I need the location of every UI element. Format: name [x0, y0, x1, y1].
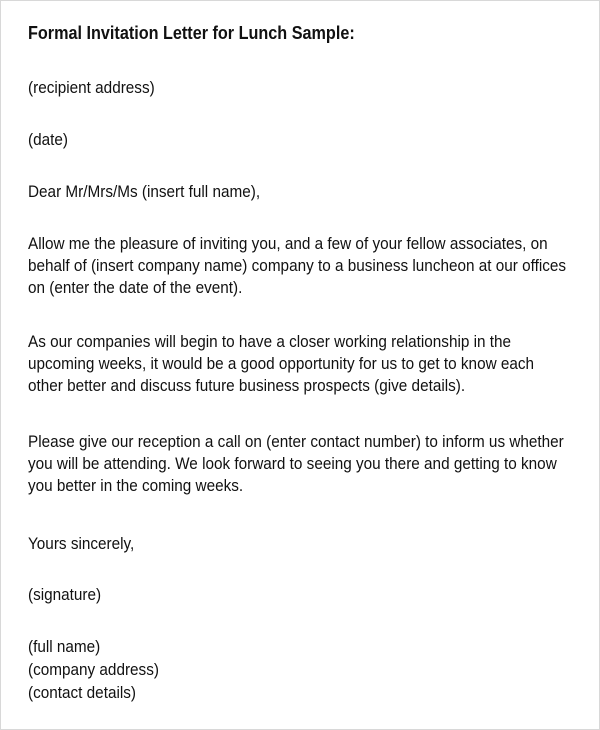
paragraph-line: other better and discuss future business prospects (give details). — [28, 376, 466, 395]
signature: (signature) — [28, 585, 102, 604]
sender-contact-details: (contact details) — [28, 683, 136, 702]
recipient-address: (recipient address) — [28, 78, 155, 97]
letter-date: (date) — [28, 130, 68, 149]
paragraph-line: you will be attending. We look forward to seeing you there and getting to know — [28, 454, 557, 473]
sender-full-name: (full name) — [28, 637, 101, 656]
closing: Yours sincerely, — [28, 534, 135, 553]
letter-title: Formal Invitation Letter for Lunch Sample: — [28, 23, 355, 43]
paragraph-line: Please give our reception a call on (enter contact number) to inform us whether — [28, 432, 564, 451]
salutation: Dear Mr/Mrs/Ms (insert full name), — [28, 182, 261, 201]
paragraph-line: behalf of (insert company name) company to a business luncheon at our offices — [28, 256, 567, 275]
paragraph-line: As our companies will begin to have a closer working relationship in the — [28, 332, 512, 351]
paragraph-line: you better in the coming weeks. — [28, 476, 244, 495]
paragraph-line: on (enter the date of the event). — [28, 278, 243, 297]
paragraph-line: upcoming weeks, it would be a good opportunity for us to get to know each — [28, 354, 535, 373]
sender-company-address: (company address) — [28, 660, 159, 679]
paragraph-line: Allow me the pleasure of inviting you, and a few of your fellow associates, on — [28, 234, 548, 253]
